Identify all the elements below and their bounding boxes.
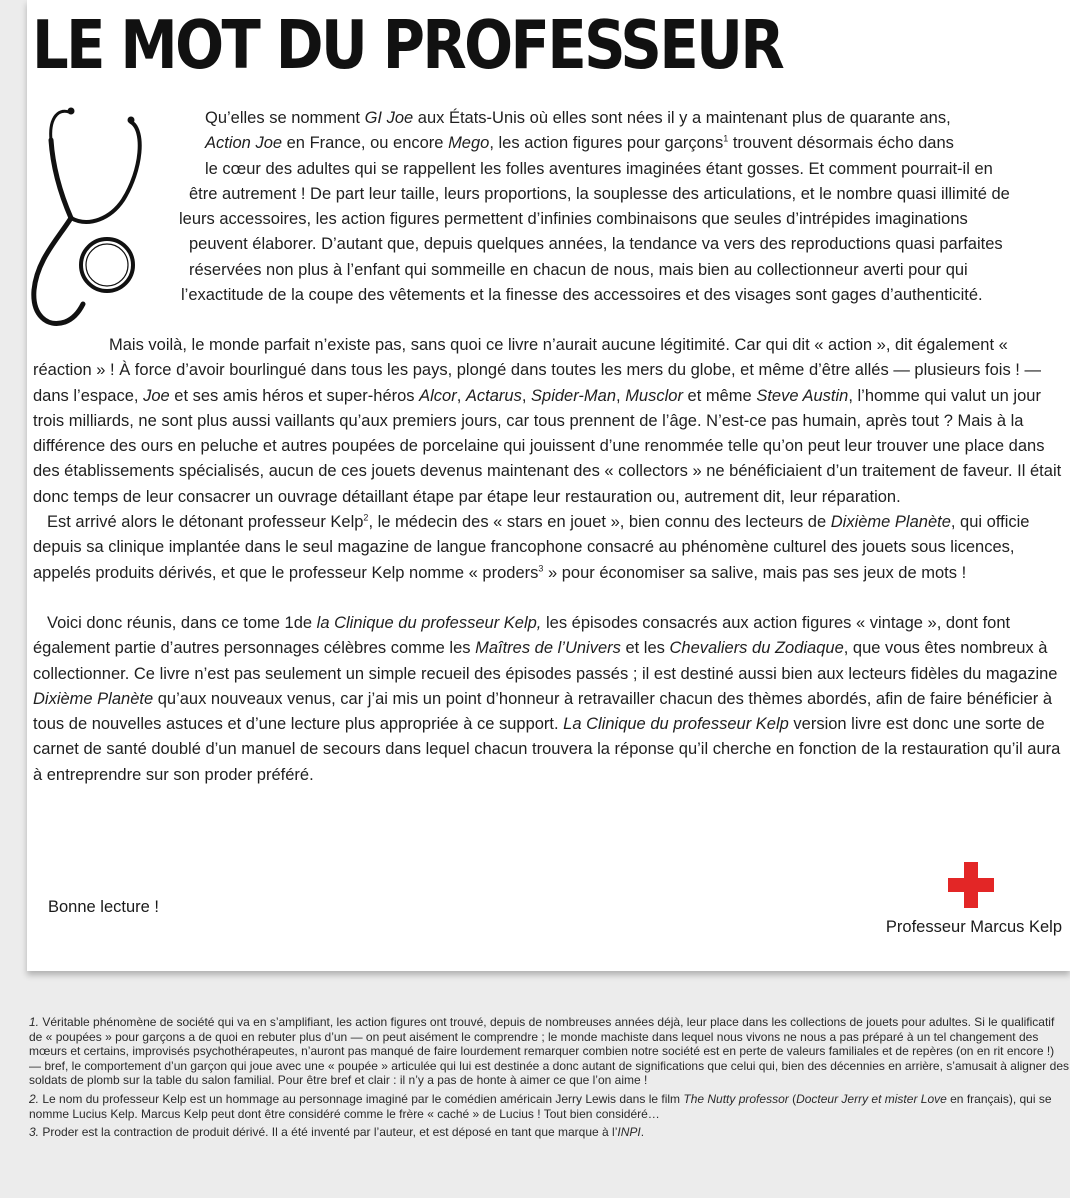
footnote: 1. Véritable phénomène de société qui va en s’amplifiant, les action figures ont trouvé, depuis de nombreuses années déjà, leur place dans les collections de jouets pour adultes. Si le qualificatif de « poupées » pour garçons a de quoi en rebuter plus d’un — on peut aisément le comprendre ; le monde machiste dans lequel nous vivons ne nous a pas préparé à un tel changement des mœurs et certains, improvisés psychothérapeutes, n’auront pas manqué de faire lourdement remarquer combien notre société est en perte de valeurs familiales et de repères (on en rit encore !) — bref, le comportement d’un garçon qui joue avec une « poupée » articulée qui lui est destinée a donc autant de significations que celui qui, bien des décennies en arrière, s’amusait à aligner des soldats de plomb sur la table du salon familial. Pour être bref et clair : il n’y a pas de honte à aimer ce que l’on aime ! xyxy=(29,1015,1069,1088)
main-text xyxy=(33,333,1067,788)
intro-line: peuvent élaborer. D’autant que, depuis quelques années, la tendance va vers des reproductions quasi parfaites xyxy=(189,235,1003,254)
red-cross-icon xyxy=(948,862,994,908)
intro-line: leurs accessoires, les action figures permettent d’infinies combinaisons que seules d’intrépides imaginations xyxy=(179,210,968,229)
closing-text: Bonne lecture ! xyxy=(48,898,159,916)
signature: Professeur Marcus Kelp xyxy=(885,918,1062,936)
paragraph: Mais voilà, le monde parfait n’existe pas, sans quoi ce livre n’aurait aucune légitimité. Car qui dit « action », dit également « réaction » ! À force d’avoir bourlingué dans tous les pays, plongé dans toutes les mers du globe, et même d’être allés — plusieurs fois ! — dans l’espace, Joe et ses amis héros et super-héros Alcor, Actarus, Spider-Man, Musclor et même Steve Austin, l’homme qui valut un jour trois milliards, ne sont plus aussi vaillants qu’aux premiers jours, car tous prennent de l’âge. N’est-ce pas humain, après tout ? Mais à la différence des ours en peluche et autres poupées de porcelaine qui jouissent d’une renommée telle qu’on peut leur trouver une place dans des établissements spécialisés, aucun de ces jouets devenus maintenant des « collectors » ne bénéficiaient d’un traitement de faveur. Il était donc temps de leur consacrer un ouvrage détaillant étape par étape leur restauration ou, autrement dit, leur réparation. xyxy=(33,336,1062,506)
intro-line: Qu’elles se nomment GI Joe aux États-Unis où elles sont nées il y a maintenant plus de quarante ans, xyxy=(205,109,951,127)
paragraph: Est arrivé alors le détonant professeur Kelp$^2$, le médecin des « stars en jouet », bien connu des lecteurs de Dixième Planète, qui officie depuis sa clinique implantée dans le seul magazine de langue francophone consacré au phénomène culturel des jouets sous licences, appelés produits dérivés, et que le professeur Kelp nomme « proders$^3$ » pour économiser sa salive, mais pas ses jeux de mots ! xyxy=(33,512,1030,582)
paragraph: Voici donc réunis, dans ce tome 1de la Clinique du professeur Kelp, les épisodes consacrés aux action figures « vintage », dont font également partie d’autres personnages célèbres comme les Maîtres de l’Univers et les Chevaliers du Zodiaque, que vous êtes nombreux à collectionner. Ce livre n’est pas seulement un simple recueil des épisodes passés ; il est destiné aussi bien aux lecteurs fidèles du magazine Dixième Planète qu’aux nouveaux venus, car j’ai mis un point d’honneur à retravailler chacun des thèmes abordés, afin de faire bénéficier à tous de nouvelles astuces et d’une lecture plus appropriée à ce support. La Clinique du professeur Kelp version livre est donc une sorte de carnet de santé doublé d’un manuel de secours dans lequel chacun trouvera la réponse qu’il cherche en fonction de la restauration qu’il aura à entreprendre sur son proder préféré. xyxy=(33,613,1061,784)
intro-line: l’exactitude de la coupe des vêtements et la finesse des accessoires et des visages sont gages d’authenticité. xyxy=(181,286,983,305)
intro-line: Action Joe en France, ou encore Mego, les action figures pour garçons$^1$ trouvent désormais écho dans xyxy=(205,133,954,153)
intro-paragraph xyxy=(155,106,1067,308)
footnote: 2. Le nom du professeur Kelp est un hommage au personnage imaginé par le comédien américain Jerry Lewis dans le film The Nutty professor (Docteur Jerry et mister Love en français), qui se nomme Lucius Kelp. Marcus Kelp peut dont être considéré comme le frère « caché » de Lucius ! Tout bien considéré… xyxy=(29,1091,1052,1121)
page-title: LE MOT DU PROFESSEUR xyxy=(32,6,783,84)
footnotes xyxy=(29,1015,1069,1144)
intro-line: le cœur des adultes qui se rappellent les folles aventures imaginées étant gosses. Et comment pourrait-il en xyxy=(205,159,993,178)
intro-line: être autrement ! De part leur taille, leurs proportions, la souplesse des articulations, et le nombre quasi illimité de xyxy=(189,184,1010,203)
page xyxy=(27,0,1070,971)
intro-line: réservées non plus à l’enfant qui sommeille en chacun de nous, mais bien au collectionneur averti pour qui xyxy=(189,260,968,279)
footnote: 3. Proder est la contraction de produit dérivé. Il a été inventé par l’auteur, et est déposé en tant que marque à l’INPI. xyxy=(29,1125,645,1140)
paragraph-gap xyxy=(33,586,1067,611)
stethoscope-icon xyxy=(27,100,157,330)
